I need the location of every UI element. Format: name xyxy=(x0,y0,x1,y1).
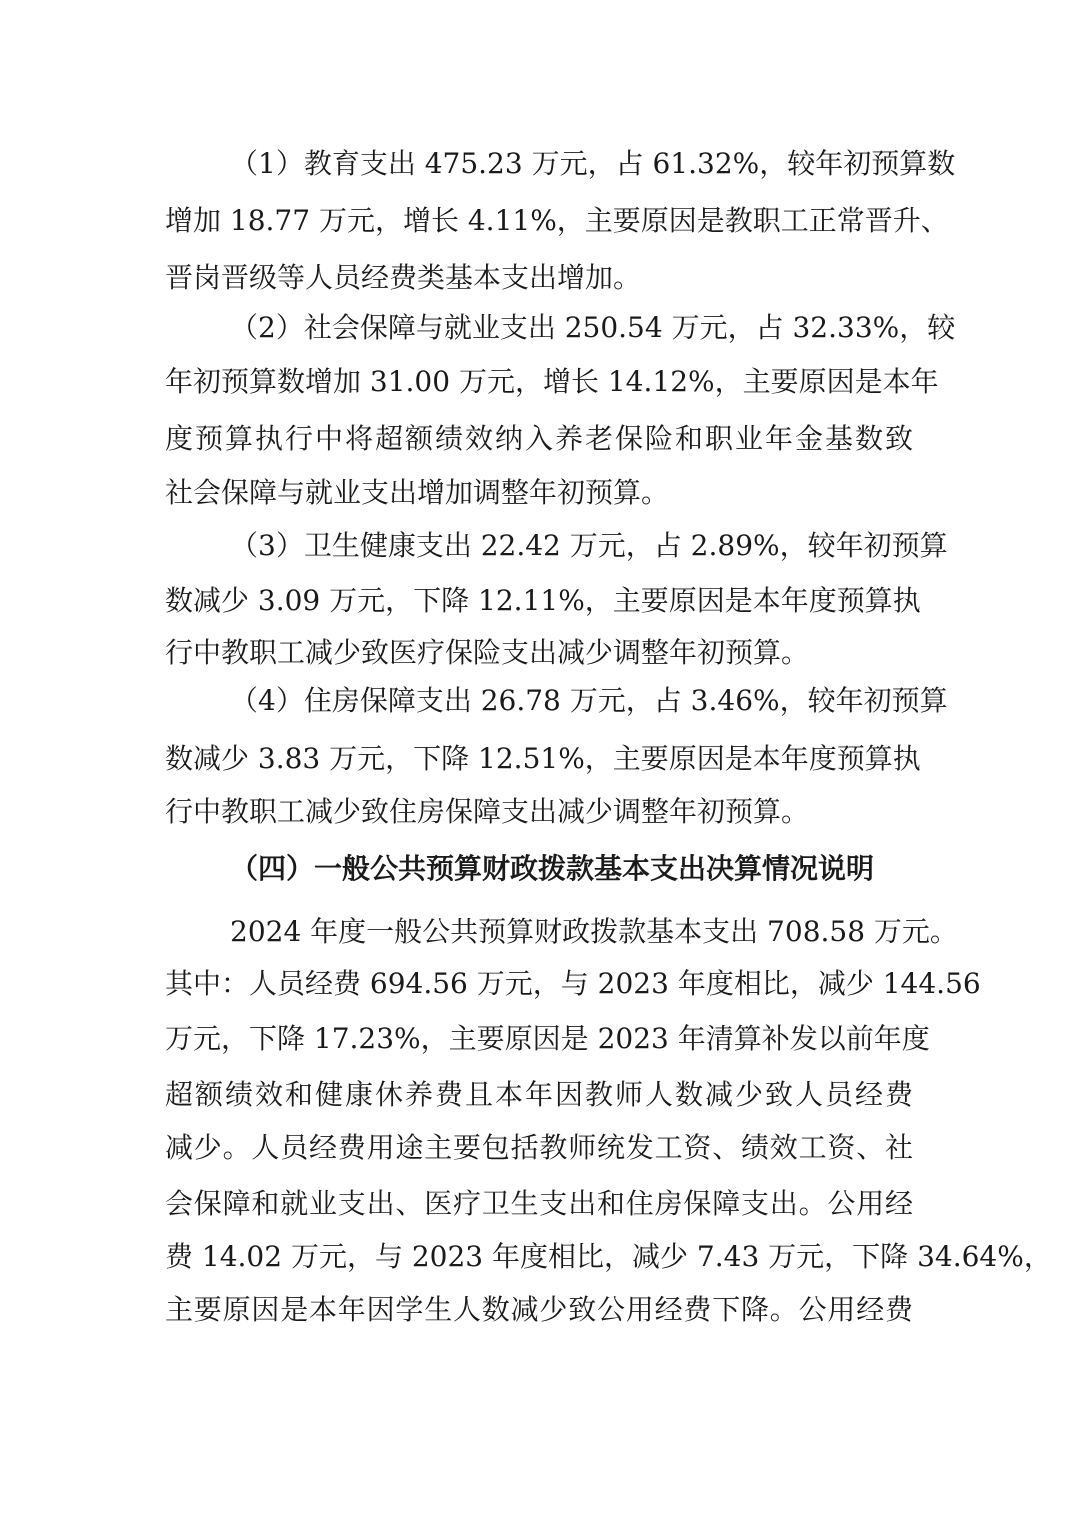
text-line: 2024 年度一般公共预算财政拨款基本支出 708.58 万元。 xyxy=(230,915,958,948)
text-line: 数减少 3.09 万元，下降 12.11%，主要原因是本年度预算执 xyxy=(165,584,921,617)
text-line: （3）卫生健康支出 22.42 万元，占 2.89%，较年初预算 xyxy=(230,529,948,562)
text-line: 年初预算数增加 31.00 万元，增长 14.12%，主要原因是本年 xyxy=(165,365,939,398)
text-line: 其中：人员经费 694.56 万元，与 2023 年度相比，减少 144.56 xyxy=(165,967,981,1000)
text-line: 超额绩效和健康休养费且本年因教师人数减少致人员经费 xyxy=(165,1078,913,1111)
text-line: （4）住房保障支出 26.78 万元，占 3.46%，较年初预算 xyxy=(230,684,948,717)
text-line: （1）教育支出 475.23 万元，占 61.32%，较年初预算数 xyxy=(230,147,956,180)
text-line: （2）社会保障与就业支出 250.54 万元，占 32.33%，较 xyxy=(230,311,956,344)
text-line: 行中教职工减少致住房保障支出减少调整年初预算。 xyxy=(165,795,810,828)
text-line: 社会保障与就业支出增加调整年初预算。 xyxy=(165,476,670,509)
text-line: 会保障和就业支出、医疗卫生支出和住房保障支出。公用经 xyxy=(165,1187,913,1220)
text-line: 行中教职工减少致医疗保险支出减少调整年初预算。 xyxy=(165,636,810,669)
text-line: 增加 18.77 万元，增长 4.11%，主要原因是教职工正常晋升、 xyxy=(165,204,949,237)
text-line: 万元，下降 17.23%，主要原因是 2023 年清算补发以前年度 xyxy=(165,1022,930,1055)
section-heading: （四）一般公共预算财政拨款基本支出决算情况说明 xyxy=(230,852,875,885)
text-line: 晋岗晋级等人员经费类基本支出增加。 xyxy=(165,261,642,294)
text-line: 数减少 3.83 万元，下降 12.51%，主要原因是本年度预算执 xyxy=(165,742,921,775)
text-line: 费 14.02 万元，与 2023 年度相比，减少 7.43 万元，下降 34.64%， xyxy=(165,1240,1052,1273)
text-line: 主要原因是本年因学生人数减少致公用经费下降。公用经费 xyxy=(165,1293,913,1326)
text-line: 减少。人员经费用途主要包括教师统发工资、绩效工资、社 xyxy=(165,1131,913,1164)
text-line: 度预算执行中将超额绩效纳入养老保险和职业年金基数致 xyxy=(165,422,913,455)
